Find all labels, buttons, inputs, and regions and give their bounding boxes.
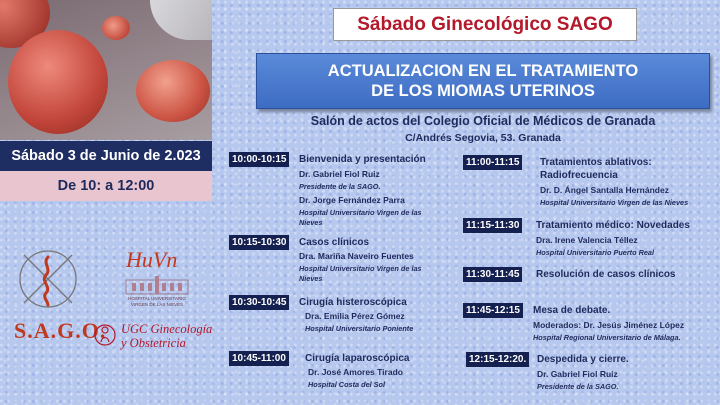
- slot-affiliation: Hospital Universitario Poniente: [305, 324, 414, 333]
- myoma-blob: [136, 60, 210, 122]
- hospital-building-icon: [124, 274, 190, 296]
- slot-speaker: Dr. Gabriel Fiol Ruiz: [537, 369, 618, 379]
- slot-speaker: Dr. Gabriel Fiol Ruiz: [299, 169, 380, 179]
- slot-speaker: Dr. José Amores Tirado: [308, 367, 403, 377]
- slot-time-badge: 11:00-11:15: [463, 155, 522, 170]
- slot-title: Cirugía laparoscópica: [305, 353, 410, 364]
- slot-speaker: Dr. Jorge Fernández Parra: [299, 195, 405, 205]
- ugc-logo-text: [121, 322, 212, 350]
- slot-time-badge: 10:00-10:15: [229, 152, 289, 167]
- slot-title: Casos clínicos: [299, 237, 370, 248]
- slot-time-badge: 11:30-11:45: [463, 267, 522, 282]
- slot-speaker: Moderados: Dr. Jesús Jiménez López: [533, 320, 685, 330]
- myoma-blob: [8, 30, 108, 134]
- slot-title: Cirugía histeroscópica: [299, 297, 407, 308]
- slot-title: Mesa de debate.: [533, 305, 611, 316]
- slot-affiliation: Nieves: [299, 274, 323, 283]
- slot-affiliation: Hospital Universitario Puerto Real: [536, 248, 654, 257]
- slot-affiliation: Nieves: [299, 218, 323, 227]
- slot-time-badge: 10:45-11:00: [229, 351, 289, 366]
- ugc-line-2: y Obstetricia: [121, 336, 186, 350]
- huvn-logo-text: HuVn: [126, 247, 178, 272]
- ugc-line-1: UGC Ginecología: [121, 322, 213, 336]
- myoma-photo: [0, 0, 212, 140]
- slot-title: Tratamiento médico: Novedades: [536, 220, 690, 231]
- address: C/Andrés Segovia, 53. Granada: [405, 132, 561, 144]
- slot-title: Tratamientos ablativos:: [540, 157, 652, 168]
- venue: Salón de actos del Colegio Oficial de Médicos de Granada: [310, 114, 656, 128]
- sago-logo-text: S.A.G.O.: [14, 318, 107, 343]
- slot-title: Bienvenida y presentación: [299, 154, 426, 165]
- slot-affiliation: Presidente de la SAGO.: [299, 182, 381, 191]
- slot-speaker: Dra. Emilia Pérez Gómez: [305, 311, 405, 321]
- slot-affiliation: Presidente de la SAGO.: [537, 382, 619, 391]
- huvn-subtitle: VIRGEN DE LAS NIEVES: [130, 302, 184, 307]
- slot-speaker: Dr. D. Ángel Santalla Hernández: [540, 185, 669, 195]
- slot-time-badge: 11:15-11:30: [463, 218, 522, 233]
- slot-time-badge: 10:15-10:30: [229, 235, 289, 250]
- slot-affiliation: Hospital Costa del Sol: [308, 380, 386, 389]
- slot-title: Despedida y cierre.: [537, 354, 629, 365]
- huvn-subtitle: HOSPITAL UNIVERSITARIO: [128, 296, 186, 301]
- subtitle-line-1: ACTUALIZACION EN EL TRATAMIENTO: [327, 62, 639, 80]
- event-time: De 10: a 12:00: [0, 171, 212, 201]
- event-subtitle-banner: [256, 53, 710, 109]
- slot-speaker: Dra. Mariña Naveiro Fuentes: [299, 251, 414, 261]
- gauze-shape: [150, 0, 212, 40]
- event-date: Sábado 3 de Junio de 2.023: [0, 141, 212, 171]
- subtitle-line-2: DE LOS MIOMAS UTERINOS: [371, 82, 595, 100]
- slot-affiliation: Hospital Regional Universitario de Málaga.: [533, 333, 681, 342]
- myoma-blob: [102, 16, 130, 40]
- slot-affiliation: Hospital Universitario Virgen de las: [299, 264, 422, 273]
- ugc-logo-icon: [92, 320, 118, 350]
- slot-time-badge: 11:45-12:15: [463, 303, 523, 318]
- slot-affiliation: Hospital Universitario Virgen de las Nieves: [540, 198, 689, 207]
- slot-title: Resolución de casos clínicos: [536, 269, 676, 280]
- slot-time-badge: 12:15-12:20.: [466, 352, 529, 367]
- slot-time-badge: 10:30-10:45: [229, 295, 289, 310]
- slot-speaker: Dra. Irene Valencia Téllez: [536, 235, 638, 245]
- slot-affiliation: Hospital Universitario Virgen de las: [299, 208, 422, 217]
- slot-title: Radiofrecuencia: [540, 170, 618, 181]
- event-title: Sábado Ginecológico SAGO: [333, 8, 637, 41]
